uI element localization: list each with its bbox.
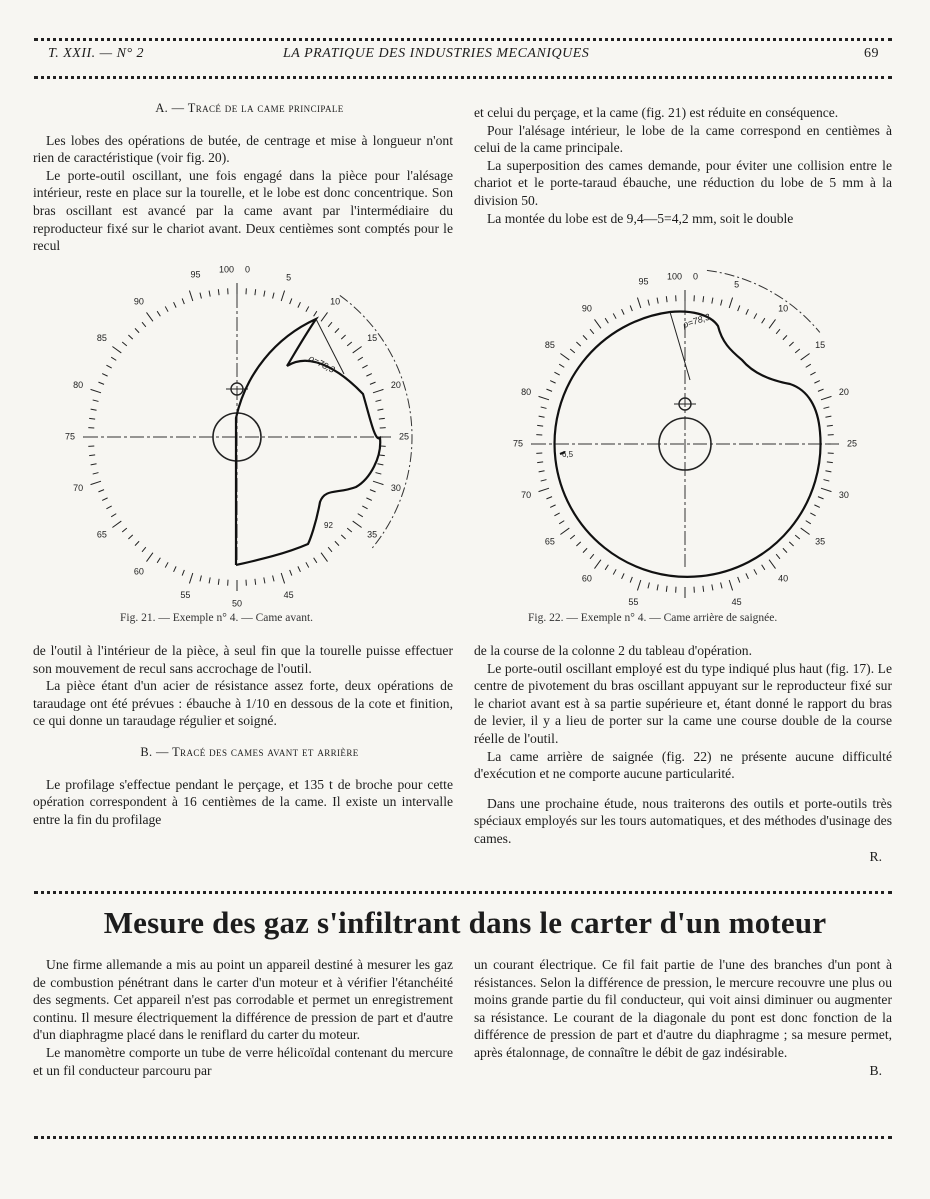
scale-label: 40 — [778, 573, 789, 584]
radius-label: ρ=78,3 — [681, 311, 712, 330]
scale-tick — [93, 400, 99, 401]
scale-tick — [783, 548, 787, 552]
scale-label: 65 — [544, 536, 555, 547]
scale-label: 80 — [73, 379, 84, 390]
scale-tick — [590, 554, 594, 559]
scale-tick — [560, 353, 569, 359]
radius-label: ρ=78,3 — [307, 352, 337, 375]
scale-tick — [174, 566, 177, 571]
figure-22-caption: Fig. 22. — Exemple n° 4. — Came arrière de saignée. — [528, 612, 778, 624]
scale-tick — [200, 293, 201, 299]
depth-label: 6,5 — [562, 450, 574, 459]
scale-label: 100 — [666, 271, 683, 282]
scale-tick — [122, 528, 127, 532]
scale-label: 75 — [512, 438, 524, 449]
scale-tick — [795, 349, 800, 353]
scale-label: 25 — [398, 431, 410, 442]
scale-label: 85 — [544, 340, 555, 351]
scale-tick — [539, 471, 545, 472]
article-separator — [34, 891, 892, 894]
scale-tick — [255, 289, 256, 295]
scale-label: 45 — [731, 597, 742, 607]
scale-tick — [594, 319, 600, 328]
scale-tick — [824, 407, 830, 408]
scale-tick — [370, 490, 376, 492]
scale-label: 90 — [133, 296, 144, 307]
scale-tick — [541, 407, 547, 408]
scale-tick — [106, 365, 111, 368]
scale-tick — [550, 381, 555, 384]
scale-tick — [630, 577, 632, 583]
scale-tick — [738, 305, 740, 311]
scale-tick — [776, 554, 780, 559]
scale-tick — [321, 312, 327, 321]
article2-right-column — [474, 956, 892, 1079]
scale-tick — [613, 569, 616, 574]
scale-tick — [290, 570, 292, 576]
scale-tick — [264, 577, 265, 583]
scale-tick — [630, 305, 632, 311]
scale-tick — [746, 573, 749, 578]
scale-tick — [314, 311, 317, 316]
scale-tick — [98, 490, 104, 492]
scale-tick — [91, 389, 101, 392]
scale-tick — [666, 586, 667, 592]
scale-tick — [377, 464, 383, 465]
scale-tick — [321, 553, 327, 562]
scale-tick — [209, 291, 210, 297]
scale-tick — [590, 329, 594, 334]
scale-tick — [89, 418, 95, 419]
paragraph: Le profilage s'effectue pendant le perçage, et 135 t de broche pour cette opération correspondent à 16 centièmes de la came. Il existe un intervalle entre la fin du profilage — [33, 776, 453, 827]
scale-tick — [165, 306, 168, 311]
scale-label: 20 — [390, 379, 401, 390]
scale-tick — [281, 291, 284, 301]
scale-tick — [560, 528, 569, 534]
scale-tick — [537, 462, 543, 463]
scale-tick — [583, 548, 587, 552]
scale-tick — [128, 335, 132, 339]
scale-tick — [91, 481, 101, 484]
scale-tick — [157, 558, 160, 563]
header-rule-top — [34, 38, 892, 41]
signature: R. — [869, 848, 882, 864]
scale-tick — [827, 462, 833, 463]
scale-label: 55 — [628, 597, 639, 607]
scale-tick — [335, 328, 339, 332]
outer-arc — [707, 270, 820, 332]
scale-tick — [729, 580, 732, 590]
scale-tick — [712, 298, 713, 304]
scale-tick — [209, 577, 210, 583]
scale-tick — [539, 396, 549, 399]
scale-tick — [298, 566, 301, 571]
scale-tick — [821, 396, 831, 399]
scale-tick — [622, 573, 625, 578]
scale-label: 55 — [180, 590, 191, 601]
scale-tick — [605, 318, 608, 323]
scale-label: 100 — [218, 264, 235, 275]
scale-label: 70 — [521, 489, 532, 500]
volume-number: T. XXII. — N° 2 — [48, 46, 145, 61]
scale-tick — [769, 560, 775, 569]
scale-tick — [754, 313, 757, 318]
scale-tick — [347, 342, 352, 346]
scale-tick — [762, 318, 765, 323]
scale-tick — [353, 346, 362, 352]
scale-tick — [570, 349, 575, 353]
figure-21-caption: Fig. 21. — Exemple n° 4. — Came avant. — [120, 612, 314, 624]
scale-tick — [347, 528, 352, 532]
scale-label: 45 — [283, 590, 294, 601]
scale-tick — [806, 364, 811, 367]
scale-tick — [703, 296, 704, 302]
scale-tick — [98, 382, 104, 384]
scale-label: 75 — [64, 431, 76, 442]
scale-tick — [376, 473, 382, 474]
scale-tick — [135, 328, 139, 332]
scale-tick — [89, 455, 95, 456]
scale-tick — [182, 570, 184, 576]
scale-tick — [539, 488, 549, 491]
scale-label: 65 — [96, 529, 107, 540]
scale-tick — [712, 584, 713, 590]
scale-tick — [537, 425, 543, 426]
scale-tick — [373, 481, 383, 484]
scale-tick — [827, 425, 833, 426]
scale-tick — [102, 498, 107, 501]
scale-tick — [559, 364, 564, 367]
scale-tick — [762, 565, 765, 570]
bottom-left-column — [33, 642, 453, 828]
scale-tick — [377, 409, 383, 410]
scale-tick — [112, 346, 121, 352]
paragraph: un courant électrique. Ce fil fait partie de l'une des branches d'un pont à résistances. Selon la différence de pression, le mercure recouvre une plus ou moins grande partie du fil conducteur, qui voit ainsi diminuer ou augmenter sa résistance. Le courant de la diagonale du pont est donc fonction de la différence de pression de part et d'autre du diaphragme ; sa mesure permet, après étalonnage, de connaître le débit de gaz indésirable. — [474, 957, 892, 1060]
scale-tick — [341, 535, 345, 539]
scale-tick — [814, 505, 819, 508]
scale-tick — [91, 464, 97, 465]
scale-tick — [559, 521, 564, 524]
scale-tick — [776, 329, 780, 334]
scale-tick — [128, 535, 132, 539]
scale-tick — [637, 298, 640, 308]
scale-label: 5 — [286, 272, 292, 283]
scale-tick — [102, 374, 107, 377]
scale-tick — [200, 576, 201, 582]
scale-tick — [373, 389, 383, 392]
scale-tick — [746, 309, 749, 314]
depth-label: 92 — [324, 521, 333, 530]
scale-label: 15 — [367, 333, 378, 344]
scale-tick — [648, 583, 649, 589]
scale-tick — [142, 322, 146, 327]
scale-tick — [637, 580, 640, 590]
signature: B. — [869, 1062, 882, 1078]
scale-tick — [825, 416, 831, 417]
scale-tick — [273, 576, 274, 582]
scale-label: 95 — [638, 276, 649, 287]
paragraph: Dans une prochaine étude, nous traiterons des outils et porte-outils très spéciaux employés sur les tours automatiques, et des méthodes d'usinage des cames. — [474, 795, 892, 846]
scale-tick — [721, 583, 722, 589]
article2-left-column — [33, 956, 453, 1079]
scale-tick — [306, 306, 309, 311]
scale-label: 35 — [815, 536, 826, 547]
paragraph: La pièce étant d'un acier de résistance assez forte, deux opérations de taraudage ont été prévues : ébauche à 1/10 en dessous de la cote et finition, ce qui donne un taraudage régulier et soigné. — [33, 678, 453, 729]
scale-tick — [795, 535, 800, 539]
scale-label: 50 — [231, 598, 243, 607]
scale-label: 60 — [581, 573, 592, 584]
scale-tick — [769, 319, 775, 328]
scale-tick — [358, 514, 363, 517]
scale-tick — [376, 400, 382, 401]
paragraph: de la course de la colonne 2 du tableau d'opération. — [474, 643, 752, 658]
scale-tick — [111, 357, 116, 360]
scale-tick — [255, 579, 256, 585]
scale-label — [680, 605, 690, 607]
scale-tick — [366, 498, 371, 501]
paragraph: Une firme allemande a mis au point un appareil destiné à mesurer les gaz de combustion pénétrant dans le carter d'un moteur et à vérifier l'étanchéité des segments. Cet appareil n'est pas corrodable et permet un enregistrement continu. Il mesure électriquement la différence de pression de part et d'autre d'un diaphragme placé dans le reniflard du carter du moteur. — [33, 957, 453, 1043]
scale-tick — [648, 300, 649, 306]
paragraph: La montée du lobe est de 9,4—5=4,2 mm, soit le double — [487, 210, 794, 226]
scale-tick — [810, 372, 815, 375]
scale-label: 10 — [330, 296, 341, 307]
scale-label: 60 — [133, 566, 144, 577]
scale-tick — [182, 298, 184, 304]
scale-tick — [825, 471, 831, 472]
scale-tick — [111, 514, 116, 517]
paragraph: Le porte-outil oscillant, une fois engagé dans la pièce pour l'alésage intérieur, reste en place sur la tourelle, et le lobe est donc concentrique. Son bras oscillant est avancé par la came avant par l'intermédiaire du reproducteur fixé sur le chariot avant. Deux centièmes sont comptés pour le recul — [33, 167, 453, 254]
scale-label: 30 — [390, 482, 401, 493]
scale-tick — [657, 298, 658, 304]
scale-label: 20 — [838, 386, 849, 397]
cam-diagram-front — [40, 262, 450, 607]
scale-tick — [157, 311, 160, 316]
scale-tick — [594, 560, 600, 569]
scale-tick — [824, 480, 830, 481]
scale-tick — [273, 293, 274, 299]
scale-tick — [789, 342, 793, 346]
scale-tick — [550, 505, 555, 508]
scale-label: 5 — [734, 279, 740, 290]
scale-tick — [264, 291, 265, 297]
scale-tick — [554, 513, 559, 516]
journal-title: LA PRATIQUE DES INDUSTRIES MECANIQUES — [283, 46, 590, 61]
scale-tick — [789, 542, 793, 546]
scale-tick — [189, 573, 192, 583]
scale-tick — [605, 565, 608, 570]
paragraph: La superposition des cames demande, pour éviter une collision entre le chariot et le porte-taraud ébauche, une réduction du lobe de 5 mm à la division 50. — [474, 157, 892, 208]
scale-tick — [370, 382, 376, 384]
scale-tick — [106, 506, 111, 509]
scale-tick — [703, 586, 704, 592]
article-title: Mesure des gaz s'infiltrant dans le carter d'un moteur — [103, 905, 827, 940]
scale-tick — [174, 302, 177, 307]
scale-label: 35 — [367, 529, 378, 540]
scale-tick — [666, 296, 667, 302]
paragraph: Le manomètre comporte un tube de verre hélicoïdal contenant du mercure et un fil conducteur parcouru par — [33, 1044, 453, 1078]
scale-tick — [576, 342, 580, 346]
scale-label: 95 — [190, 269, 201, 280]
scale-tick — [218, 289, 219, 295]
scale-tick — [146, 312, 152, 321]
scale-tick — [806, 521, 811, 524]
scale-tick — [353, 521, 362, 527]
scale-tick — [379, 455, 385, 456]
scale-tick — [541, 480, 547, 481]
scale-tick — [189, 291, 192, 301]
scale-tick — [91, 409, 97, 410]
scale-tick — [328, 322, 332, 327]
scale-tick — [142, 547, 146, 552]
scale-tick — [298, 302, 301, 307]
scale-tick — [721, 300, 722, 306]
scale-tick — [165, 562, 168, 567]
paragraph: La came arrière de saignée (fig. 22) ne présente aucune difficulté d'exécution et ne comporte aucune particularité. — [474, 748, 892, 782]
scale-tick — [366, 374, 371, 377]
paragraph: Les lobes des opérations de butée, de centrage et mise à longueur n'ont rien de caractéristique (voir fig. 20). — [33, 132, 453, 166]
scale-tick — [546, 389, 552, 391]
top-right-column — [474, 104, 892, 227]
scale-label: 0 — [692, 271, 698, 282]
scale-tick — [122, 342, 127, 346]
top-left-column — [33, 100, 453, 255]
paragraph: Pour l'alésage intérieur, le lobe de la came correspond en centièmes à celui de la came principale. — [474, 122, 892, 156]
paragraph: Le porte-outil oscillant employé est du type indiqué plus haut (fig. 17). Le centre de pivotement du bras oscillant appuyant sur le reproducteur fixé sur le chariot avant est à sa partie supérieure et, étant donné le rapport du bras de levier, il y a lieu de porter sur la came une course double de la course réelle de l'outil. — [474, 660, 892, 746]
scale-tick — [362, 506, 367, 509]
paragraph: de l'outil à l'intérieur de la pièce, à seul fin que la tourelle puisse effectuer son mouvement de recul sans accrochage de l'outil. — [33, 643, 453, 676]
scale-tick — [818, 389, 824, 391]
scale-tick — [818, 497, 824, 499]
scale-tick — [314, 558, 317, 563]
scale-label: 15 — [815, 340, 826, 351]
scale-tick — [810, 513, 815, 516]
scale-tick — [218, 579, 219, 585]
scale-label: 70 — [73, 482, 84, 493]
scale-label: 80 — [521, 386, 532, 397]
bottom-right-column — [474, 642, 892, 865]
scale-tick — [814, 381, 819, 384]
cam-diagram-rear — [490, 262, 890, 607]
figure-21 — [40, 262, 450, 612]
scale-tick — [546, 497, 552, 499]
scale-tick — [306, 562, 309, 567]
section-b-heading: B. — Tracé des cames avant et arrière — [140, 744, 359, 759]
scale-tick — [576, 542, 580, 546]
cam-profile — [236, 319, 380, 565]
page-number: 69 — [864, 46, 879, 61]
scale-tick — [135, 541, 139, 545]
scale-tick — [290, 298, 292, 304]
scale-tick — [539, 416, 545, 417]
scale-tick — [570, 535, 575, 539]
scale-tick — [335, 541, 339, 545]
scale-tick — [362, 365, 367, 368]
figure-22 — [490, 262, 890, 612]
scale-tick — [754, 569, 757, 574]
scale-tick — [112, 521, 121, 527]
scale-tick — [328, 547, 332, 552]
scale-tick — [379, 418, 385, 419]
scale-tick — [821, 488, 831, 491]
scale-label: 90 — [581, 303, 592, 314]
scale-tick — [583, 335, 587, 339]
scale-tick — [738, 577, 740, 583]
section-a-heading: A. — Tracé de la came principale — [155, 101, 344, 115]
scale-tick — [729, 298, 732, 308]
scale-label: 10 — [778, 303, 789, 314]
paragraph: et celui du perçage, et la came (fig. 21) est réduite en conséquence. — [474, 105, 839, 120]
scale-tick — [657, 584, 658, 590]
scale-tick — [146, 553, 152, 562]
scale-tick — [281, 573, 284, 583]
scale-label: 30 — [838, 489, 849, 500]
scale-tick — [801, 353, 810, 359]
scale-tick — [93, 473, 99, 474]
scale-tick — [358, 357, 363, 360]
scale-tick — [622, 309, 625, 314]
scale-tick — [341, 335, 345, 339]
scale-tick — [613, 313, 616, 318]
scale-label: 85 — [96, 333, 107, 344]
scale-tick — [554, 372, 559, 375]
scale-label: 25 — [846, 438, 858, 449]
scale-tick — [801, 528, 810, 534]
footer-rule — [34, 1136, 892, 1139]
header-rule-bottom — [34, 76, 892, 79]
scale-tick — [783, 335, 787, 339]
scale-label: 0 — [244, 264, 250, 275]
